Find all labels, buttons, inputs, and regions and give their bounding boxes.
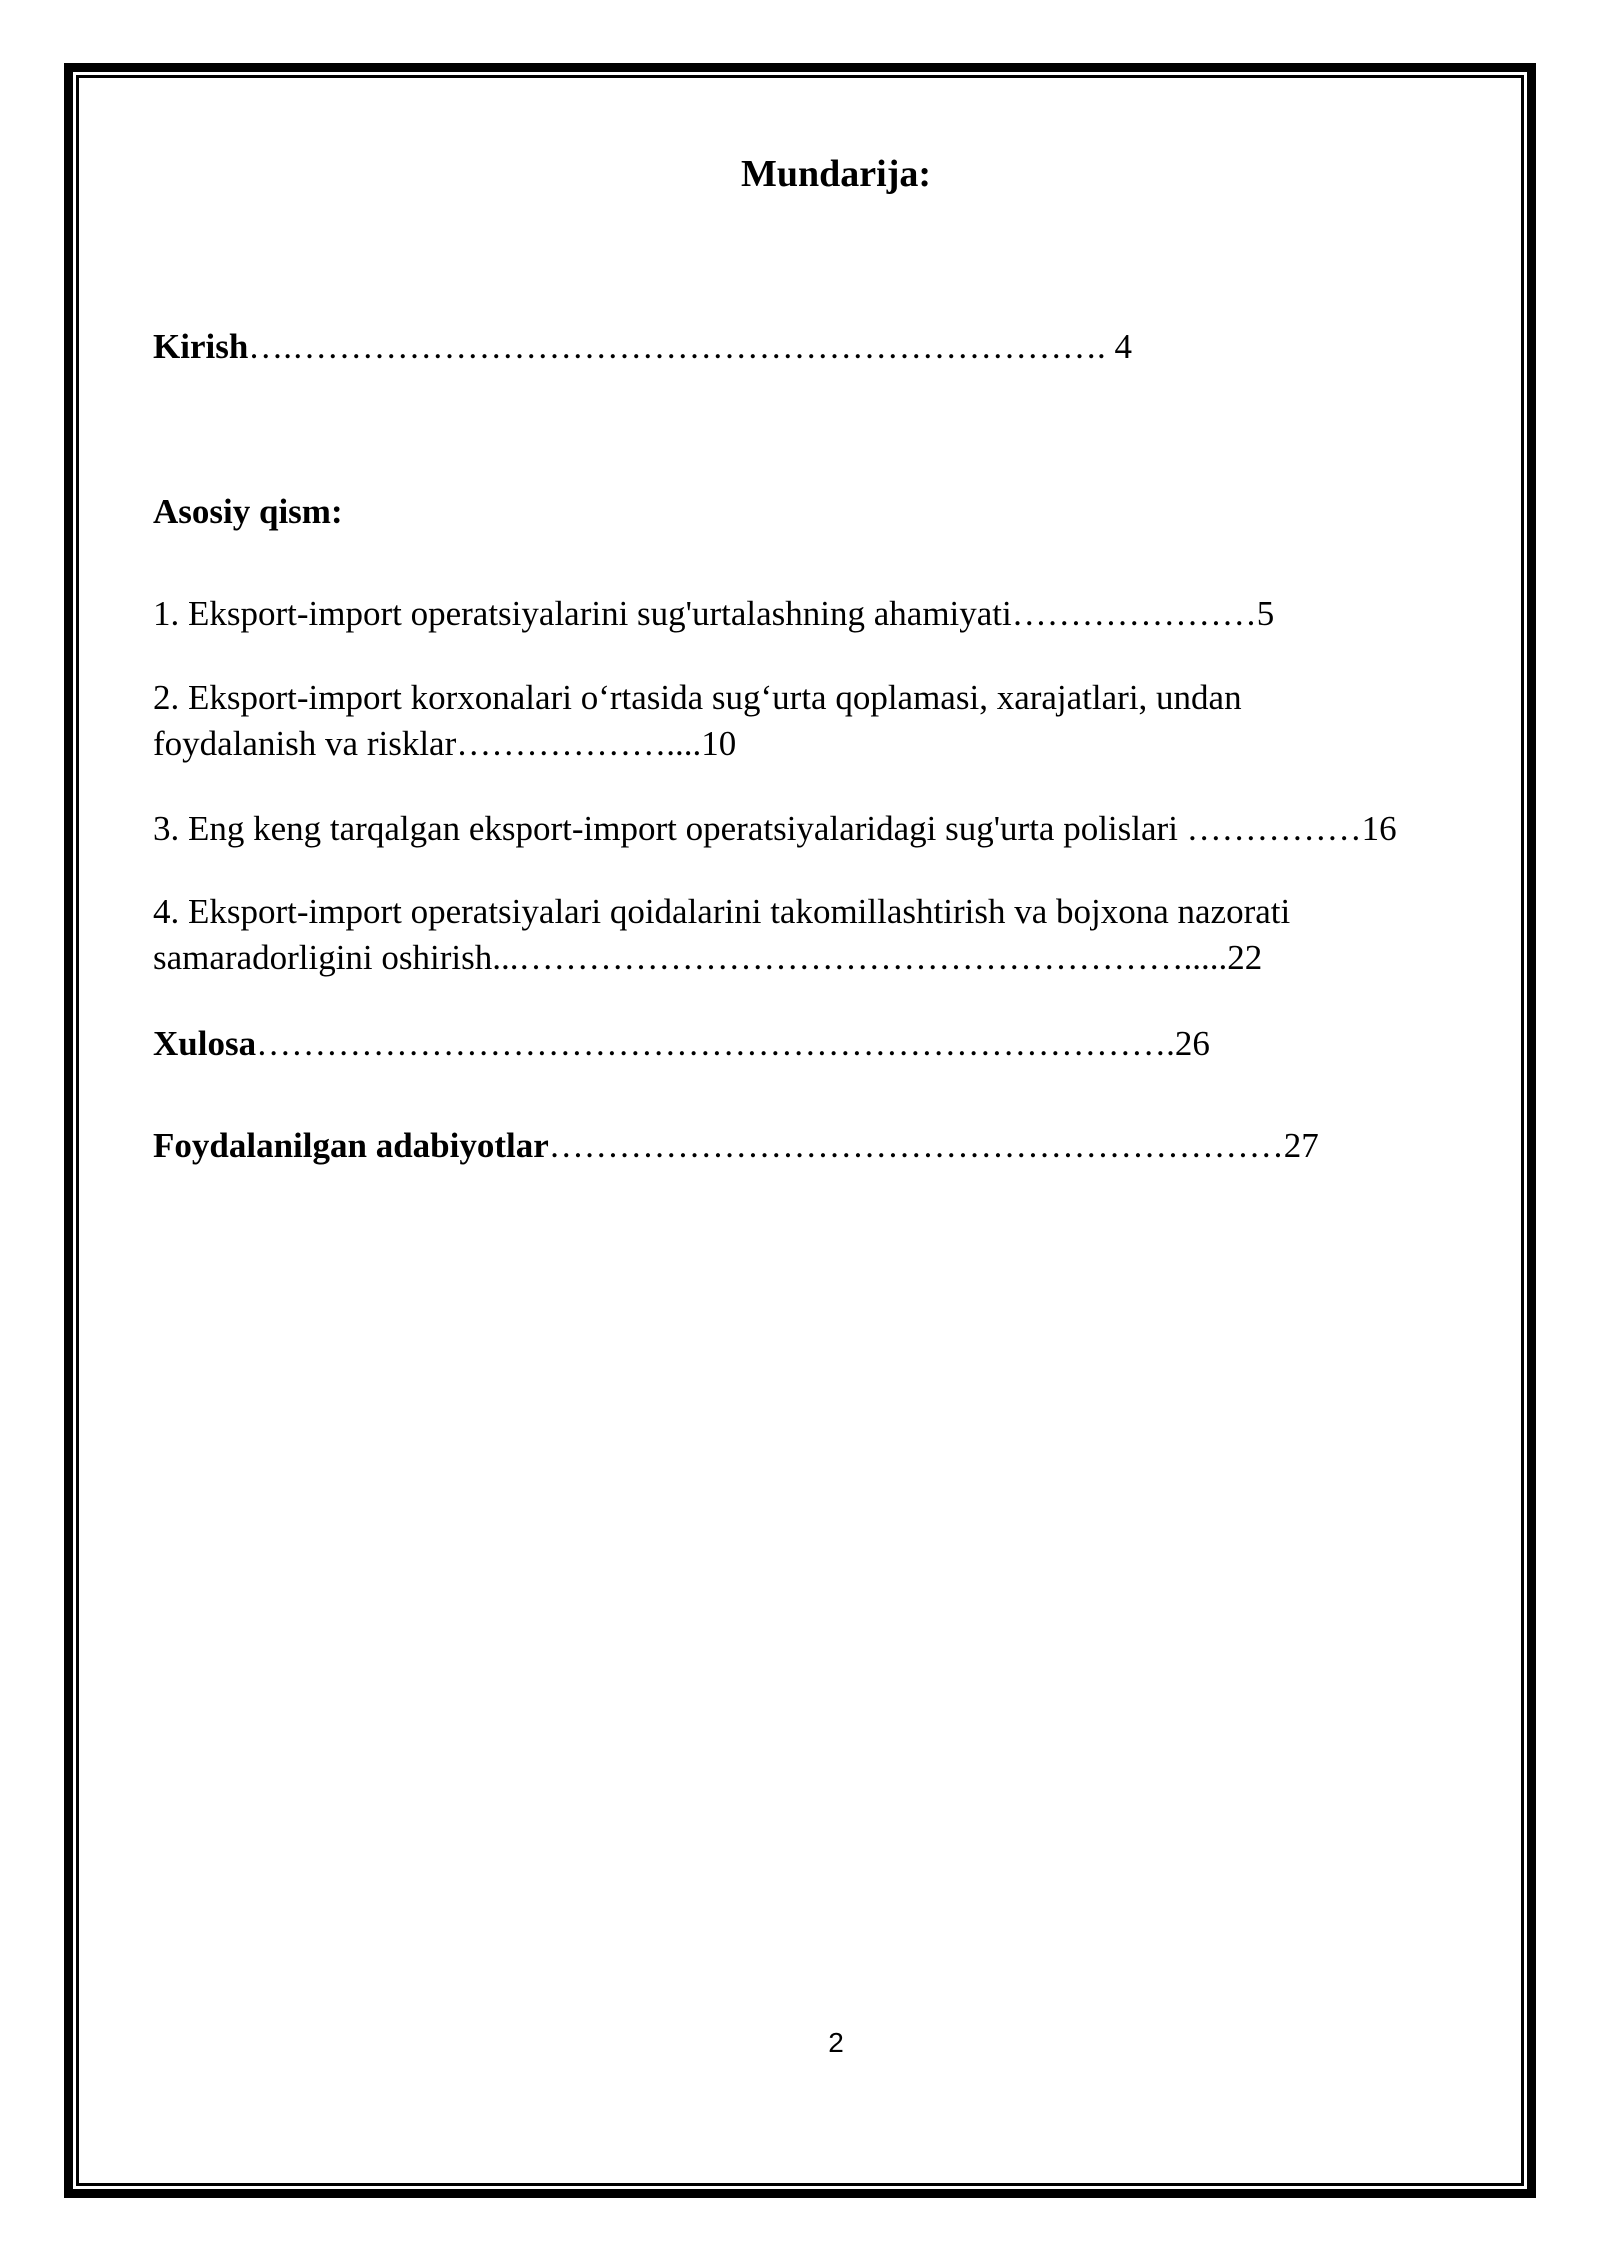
toc-entry-line: samaradorligini oshirish...………………………………………………….....22	[153, 938, 1263, 977]
toc-entry-label: Foydalanilgan adabiyotlar	[153, 1126, 549, 1165]
toc-entry-leader: …………………………………………………………………….	[256, 1024, 1175, 1063]
toc-entry-2	[153, 675, 1242, 767]
toc-entry-line: foydalanish va risklar………………....10	[153, 724, 737, 763]
toc-entry-label: Xulosa	[153, 1024, 257, 1063]
toc-entry-leader: ………………………………………………………	[548, 1126, 1284, 1165]
toc-entry-line: 2. Eksport-import korxonalari o‘rtasida sug‘urta qoplamasi, xarajatlari, undan	[153, 678, 1242, 717]
toc-entry-page: 27	[1283, 1126, 1319, 1165]
toc-entry-label: Kirish	[153, 327, 249, 366]
section-heading: Asosiy qism:	[153, 492, 343, 531]
toc-entry-line: 4. Eksport-import operatsiyalari qoidalarini takomillashtirish va bojxona nazorati	[153, 892, 1291, 931]
toc-entry-1: 1. Eksport-import operatsiyalarini sug'urtalashning ahamiyati…………………5	[153, 594, 1275, 633]
toc-entry-xulosa	[153, 1021, 1210, 1067]
page-title: Mundarija:	[741, 153, 931, 195]
toc-entry-adabiyotlar	[153, 1123, 1319, 1169]
toc-entry-kirish	[153, 324, 1132, 370]
toc-entry-page: 26	[1174, 1024, 1210, 1063]
toc-entry-leader: ….…………………………………………………………….	[248, 327, 1115, 366]
page-number: 2	[828, 2027, 844, 2058]
toc-entry-4	[153, 889, 1290, 981]
toc-entry-page: 4	[1114, 327, 1133, 366]
toc-entry-3: 3. Eng keng tarqalgan eksport-import operatsiyalaridagi sug'urta polislari ……………16	[153, 809, 1397, 848]
